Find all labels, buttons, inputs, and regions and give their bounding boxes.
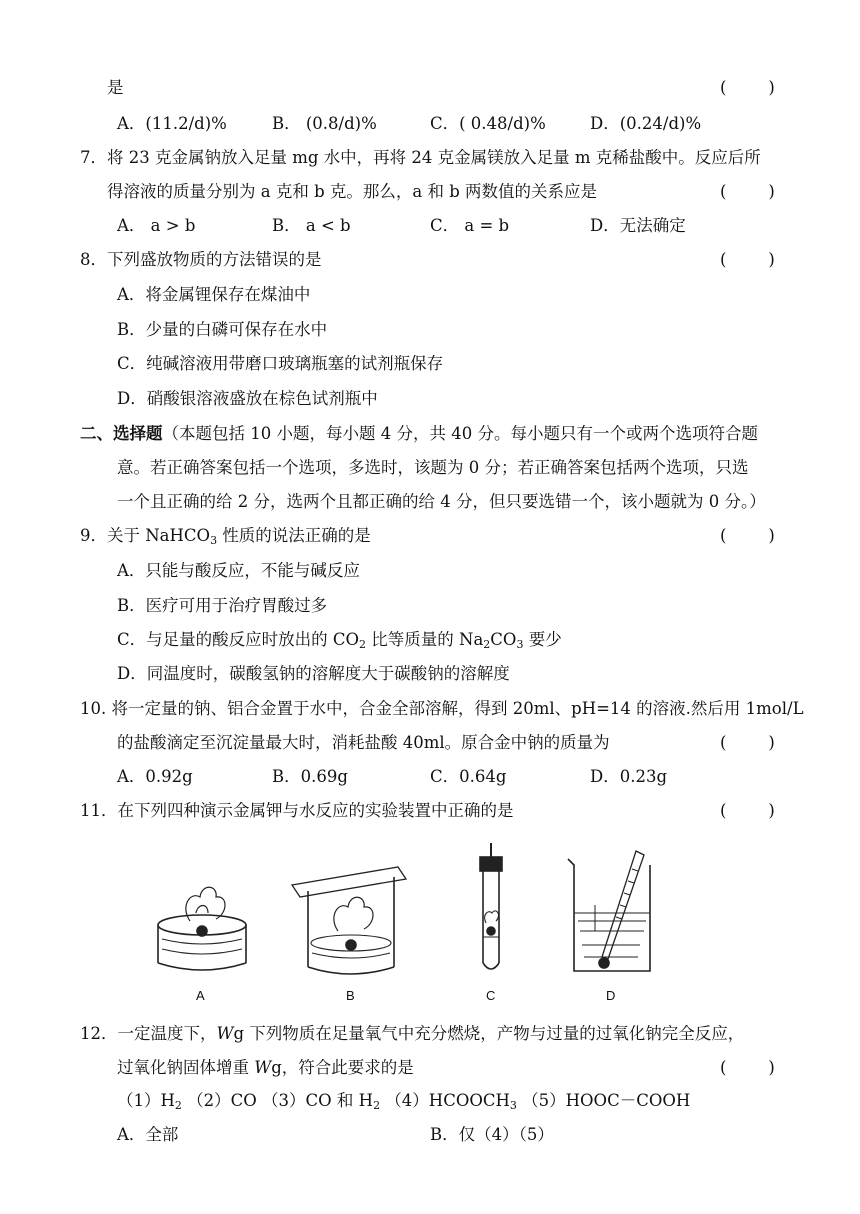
apparatus-b-beaker-icon <box>292 867 406 974</box>
subscript: 3 <box>210 534 218 547</box>
answer-bracket: ( ) <box>720 250 775 269</box>
option-b: B．医疗可用于治疗胃酸过多 <box>117 596 328 615</box>
option-a: A．全部 <box>117 1125 179 1144</box>
question-7: 7．将 23 克金属钠放入足量 mg 水中，再将 24 克金属镁放入足量 m 克稀盐酸中。反应后所 <box>80 148 761 167</box>
q12-text: 12．一定温度下， <box>80 1024 217 1043</box>
option-b: B．少量的白磷可保存在水中 <box>117 320 328 339</box>
option-c: C．( 0.48/d)% <box>430 114 546 133</box>
question-12 <box>80 1024 744 1044</box>
option-a: A．0.92g <box>117 767 193 786</box>
option-c-text: CO <box>490 630 517 649</box>
section-instructions: （本题包括 10 小题，每小题 4 分，共 40 分。每小题只有一个或两个选项符合题 <box>162 424 758 443</box>
apparatus-d-beaker-thermometer-icon <box>568 851 650 971</box>
option-c <box>117 630 562 650</box>
apparatus-a-dish-icon <box>158 887 246 970</box>
substance-list <box>117 1091 690 1111</box>
answer-bracket: ( ) <box>720 801 775 820</box>
option-b: B．0.69g <box>272 767 348 786</box>
section-instructions-cont: 意。若正确答案包括一个选项，多选时，该题为 0 分；若正确答案包括两个选项，只选 <box>117 458 749 477</box>
answer-bracket: ( ) <box>720 733 775 752</box>
q12-text: g 下列物质在足量氧气中充分燃烧，产物与过量的过氧化钠完全反应， <box>233 1024 745 1043</box>
section-heading <box>80 424 758 444</box>
option-c-text: C．与足量的酸反应时放出的 CO <box>117 630 360 649</box>
list-text: （5）HOOC－COOH <box>516 1091 691 1110</box>
answer-bracket: ( ) <box>720 526 775 545</box>
option-c: C． a = b <box>430 216 510 235</box>
question-12-cont <box>117 1058 414 1078</box>
question-10: 10. 将一定量的钠、铝合金置于水中，合金全部溶解，得到 20ml、pH=14 的溶液.然后用 1mol/L <box>80 699 804 718</box>
question-10-cont: 的盐酸滴定至沉淀量最大时，消耗盐酸 40ml。原合金中钠的质量为 <box>117 733 610 752</box>
option-d: D．(0.24/d)% <box>590 114 702 133</box>
figure-label-d: D <box>606 988 616 1003</box>
question-7-cont: 得溶液的质量分别为 a 克和 b 克。那么，a 和 b 两数值的关系应是 <box>107 182 598 201</box>
question-9 <box>80 526 371 546</box>
subscript: 3 <box>509 1099 517 1112</box>
question-8: 8．下列盛放物质的方法错误的是 <box>80 250 322 269</box>
option-a: A．只能与酸反应，不能与碱反应 <box>117 561 360 580</box>
option-c: C．纯碱溶液用带磨口玻璃瓶塞的试剂瓶保存 <box>117 354 444 373</box>
subscript: 2 <box>174 1099 182 1112</box>
variable-w: W <box>254 1058 272 1077</box>
q9-text: 性质的说法正确的是 <box>217 526 371 545</box>
list-text: （4）HCOOCH <box>380 1091 510 1110</box>
q12-text: 过氧化钠固体增重 <box>117 1058 255 1077</box>
answer-bracket: ( ) <box>720 1058 775 1077</box>
option-a: A． a > b <box>117 216 196 235</box>
question-11: 11．在下列四种演示金属钾与水反应的实验装置中正确的是 <box>80 801 514 820</box>
q12-text: g，符合此要求的是 <box>271 1058 414 1077</box>
option-b: B． a < b <box>272 216 351 235</box>
figure-label-c: C <box>486 988 496 1003</box>
variable-w: W <box>216 1024 234 1043</box>
section-title: 二、选择题 <box>80 424 163 443</box>
list-text: （2）CO （3）CO 和 H <box>181 1091 374 1110</box>
apparatus-figure <box>150 835 670 985</box>
option-d: D．0.23g <box>590 767 668 786</box>
subscript: 2 <box>359 638 367 651</box>
option-d: D．无法确定 <box>590 216 686 235</box>
answer-bracket: ( ) <box>720 78 775 97</box>
answer-bracket: ( ) <box>720 182 775 201</box>
text-line: 是 <box>107 78 124 97</box>
figure-label-a: A <box>196 988 205 1003</box>
option-a: A．(11.2/d)% <box>117 114 227 133</box>
option-b: B．仅（4）（5） <box>430 1125 554 1144</box>
option-c-text: 比等质量的 Na <box>366 630 484 649</box>
option-b: B． (0.8/d)% <box>272 114 377 133</box>
figure-label-b: B <box>346 988 355 1003</box>
option-c-text: 要少 <box>523 630 562 649</box>
option-d: D．同温度时，碳酸氢钠的溶解度大于碳酸钠的溶解度 <box>117 664 510 683</box>
option-d: D．硝酸银溶液盛放在棕色试剂瓶中 <box>117 389 378 408</box>
list-text: （1）H <box>117 1091 175 1110</box>
subscript: 3 <box>516 638 524 651</box>
subscript: 2 <box>483 638 491 651</box>
apparatus-c-test-tube-icon <box>480 843 502 969</box>
option-c: C．0.64g <box>430 767 507 786</box>
q9-text: 9．关于 NaHCO <box>80 526 211 545</box>
section-instructions-cont: 一个且正确的给 2 分，选两个且都正确的给 4 分，但只要选错一个，该小题就为 0 分。） <box>117 492 766 511</box>
subscript: 2 <box>373 1099 381 1112</box>
option-a: A．将金属锂保存在煤油中 <box>117 285 311 304</box>
